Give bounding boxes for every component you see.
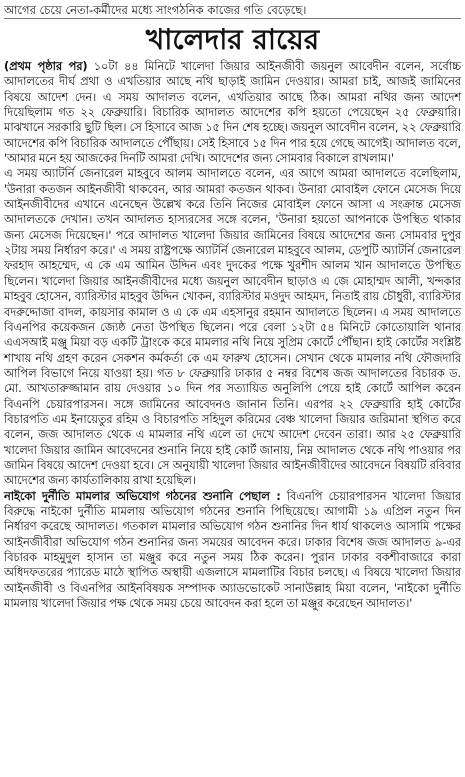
paragraph-text: ১০টা ৪৪ মিনিটে খালেদা জিয়ার আইনজীবী জয়নুল আবেদীন বলেন, সর্বোচ্চ আদালতের দীর্ঘ প্রথা ও এখতিয়ার আছে নথি ছাড়াই জামিন দেওয়ার। আমরা চাই, আজই জামিনের বিষয়ে আদেশ দেন। এ সময় আদালত বলেন, এখতিয়ার আছে ঠিক। আমরা নথির জন্য আদেশ দিয়েছিলাম গত ২২ ফেব্রুয়ারি। বিচারিক আদালত আদেশের কপি হয়তো পেয়েছেন ২৫ ফেব্রুয়ারি। মাঝখানে সরকারি ছুটি ছিল। সে হিসাবে আজ ১৫ দিন শেষ হচ্ছে। জয়নুল আবেদীন বলেন, ২২ ফেব্রুয়ারি আদেশের কপি বিচারিক আদালতে পৌঁছায়। সেই হিসাবে ১৫ দিন পার হয়ে গেছে আগেই। আদালত বলে, 'আমার মনে হয় আজকের দিনটি আমরা দেখি। আদেশের জন্য সোমবার বিকালে রাখলাম।' xyxy=(4,59,461,166)
article-paragraph-1 xyxy=(4,59,461,166)
continuation-label: (প্রথম পৃষ্ঠার পর) xyxy=(4,59,88,73)
article-paragraph-3 xyxy=(4,489,461,612)
subheading-niko-case: নাইকো দুর্নীতি মামলার অভিযোগ গঠনের শুনানি পেছাল : xyxy=(4,488,281,503)
paragraph-text: এ সময় অ্যাটর্নি জেনারেল মাহবুবে আলম আদালতে বলেন, এর আগে আমরা আদালতে বলেছিলাম, 'উনারা কতজন আইনজীবী থাকবেন, আর আমরা কতজন থাকব। উনারা মোবাইল ফোনে মেসেজ দিয়ে আইনজীবীদের এখানে এনেছেন উল্লেখ করে তিনি নিজের মোবাইল ফোনে আসা এ সংক্রান্ত মেসেজ আদালতকে দেখান। তখন আদালত হাস্যরসের সঙ্গে বলেন, 'উনারা হয়তো আপনাকে উপস্থিত থাকার জন্য মেসেজ দিয়েছেন।' পরে আদালত খালেদা জিয়ার জামিনের বিষয়ে আদেশের জন্য সোমবার দুপুর ২টায় সময় নির্ধারণ করে।' এ সময় রাষ্ট্রপক্ষে অ্যাটর্নি জেনারেল মাহবুবে আলম, ডেপুটি অ্যাটর্নি জেনারেল ফরহাদ আহম্মেদ, এ কে এম আমিন উদ্দিন এবং দুদকের পক্ষে খুরশীদ আলম খান আদালতে উপস্থিত ছিলেন। খালেদা জিয়ার আইনজীবীদের মধ্যে জয়নুল আবেদীন ছাড়াও এ জে মোহাম্মদ আলী, খন্দকার মাহবুব হোসেন, ব্যারিস্টার মাহবুব উদ্দিন খোকন, ব্যারিস্টার মওদুদ আহমদ, নিতাই রায় চৌধুরী, ব্যারিস্টার বদরুদ্দোজা বাদল, কায়সার কামাল ও এ কে এম এহসানুর রহমান আদালতে ছিলেন। এ সময় আদালতে বিএনপির কয়েকজন জ্যেষ্ঠ নেতা উপস্থিত ছিলেন। পরে বেলা ১২টা ৫৪ মিনিটে কোতোয়ালি থানার এএসআই মঞ্জু মিয়া বড় একটি ট্রাংকে করে মামলার নথি নিয়ে সুপ্রিম কোর্টে পৌঁছান। হাই কোর্টের সংশ্লিষ্ট শাখায় নথি গ্রহণ করেন সেকশন কর্মকর্তা কে এম ফারুখ হোসেন। সেখান থেকে মামলার নথি ফৌজদারি আপিল বিভাগে নিয়ে যাওয়া হয়। গত ৮ ফেব্রুয়ারি ঢাকার ৫ নম্বর বিশেষ জজ আদালতের বিচারক ড. মো. আখতারুজ্জামান রায় দেওয়ার ১০ দিন পর সত্যায়িত অনুলিপি পেয়ে হাই কোর্টে আপিল করেন বিএনপি চেয়ারপারসন। সঙ্গে জামিনের আবেদনও জানান তিনি। এরপর ২২ ফেব্রুয়ারি হাই কোর্টের বিচারপতি এম ইনায়েতুর রহিম ও বিচারপতি সহিদুল করিমের বেঞ্চ খালেদা জিয়ার জরিমানা স্থগিত করে বলেন, জজ আদালত থেকে এ মামলার নথি এলে তা দেখে আদেশ দেবেন তারা। আর ২৫ ফেব্রুয়ারি খালেদা জিয়ার জামিন আবেদনের শুনানি নিয়ে হাই কোর্ট জানায়, নিম্ন আদালত থেকে নথি পাওয়ার পর জামিন বিষয়ে আদেশ দেওয়া হবে। সে অনুযায়ী খালেদা জিয়ার আইনজীবীদের আবেদনে বিষয়টি রবিবার আদেশের জন্য কার্যতালিকায় রাখা হয়েছিল। xyxy=(4,166,461,488)
article-headline: খালেদার রায়ের xyxy=(145,23,320,56)
article-paragraph-2 xyxy=(4,166,461,488)
article-body xyxy=(4,59,461,611)
paragraph-text: বিএনপি চেয়ারপারসন খালেদা জিয়ার বিরুদ্ধে নাইকো দুর্নীতি মামলায় অভিযোগ গঠনের শুনানি পিছিয়েছে। আগামী ১৯ এপ্রিল নতুন দিন নির্ধারণ করেছে আদালত। গতকাল মামলার অভিযোগ গঠন শুনানির দিন ধার্য থাকলেও আসামি পক্ষের আইনজীবীরা অভিযোগ গঠন শুনানির জন্য সময়ের আবেদন করে। ঢাকার বিশেষ জজ আদালত ৯-এর বিচারক মাহমুদুল হাসান তা মঞ্জুর করে নতুন সময় ঠিক করেন। পুরান ঢাকার বকশীবাজারে কারা অধিদফতরের প্যারেড মাঠে স্থাপিত অস্থায়ী এজলাসে মামলাটির বিচার চলছে। এ বিষয়ে খালেদা জিয়ার আইনজীবী ও বিএনপির আইনবিষয়ক সম্পাদক অ্যাডভোকেট সানাউল্লাহ মিয়া বলেন, 'নাইকো দুর্নীতি মামলায় খালেদা জিয়ার পক্ষ থেকে সময় চেয়ে আবেদন করা হলে তা মঞ্জুর করেছেন আদালত।' xyxy=(4,488,461,611)
previous-article-tail: আগের চেয়ে নেতা-কর্মীদের মধ্যে সাংগঠনিক কাজের গতি বেড়েছে। xyxy=(4,0,461,19)
